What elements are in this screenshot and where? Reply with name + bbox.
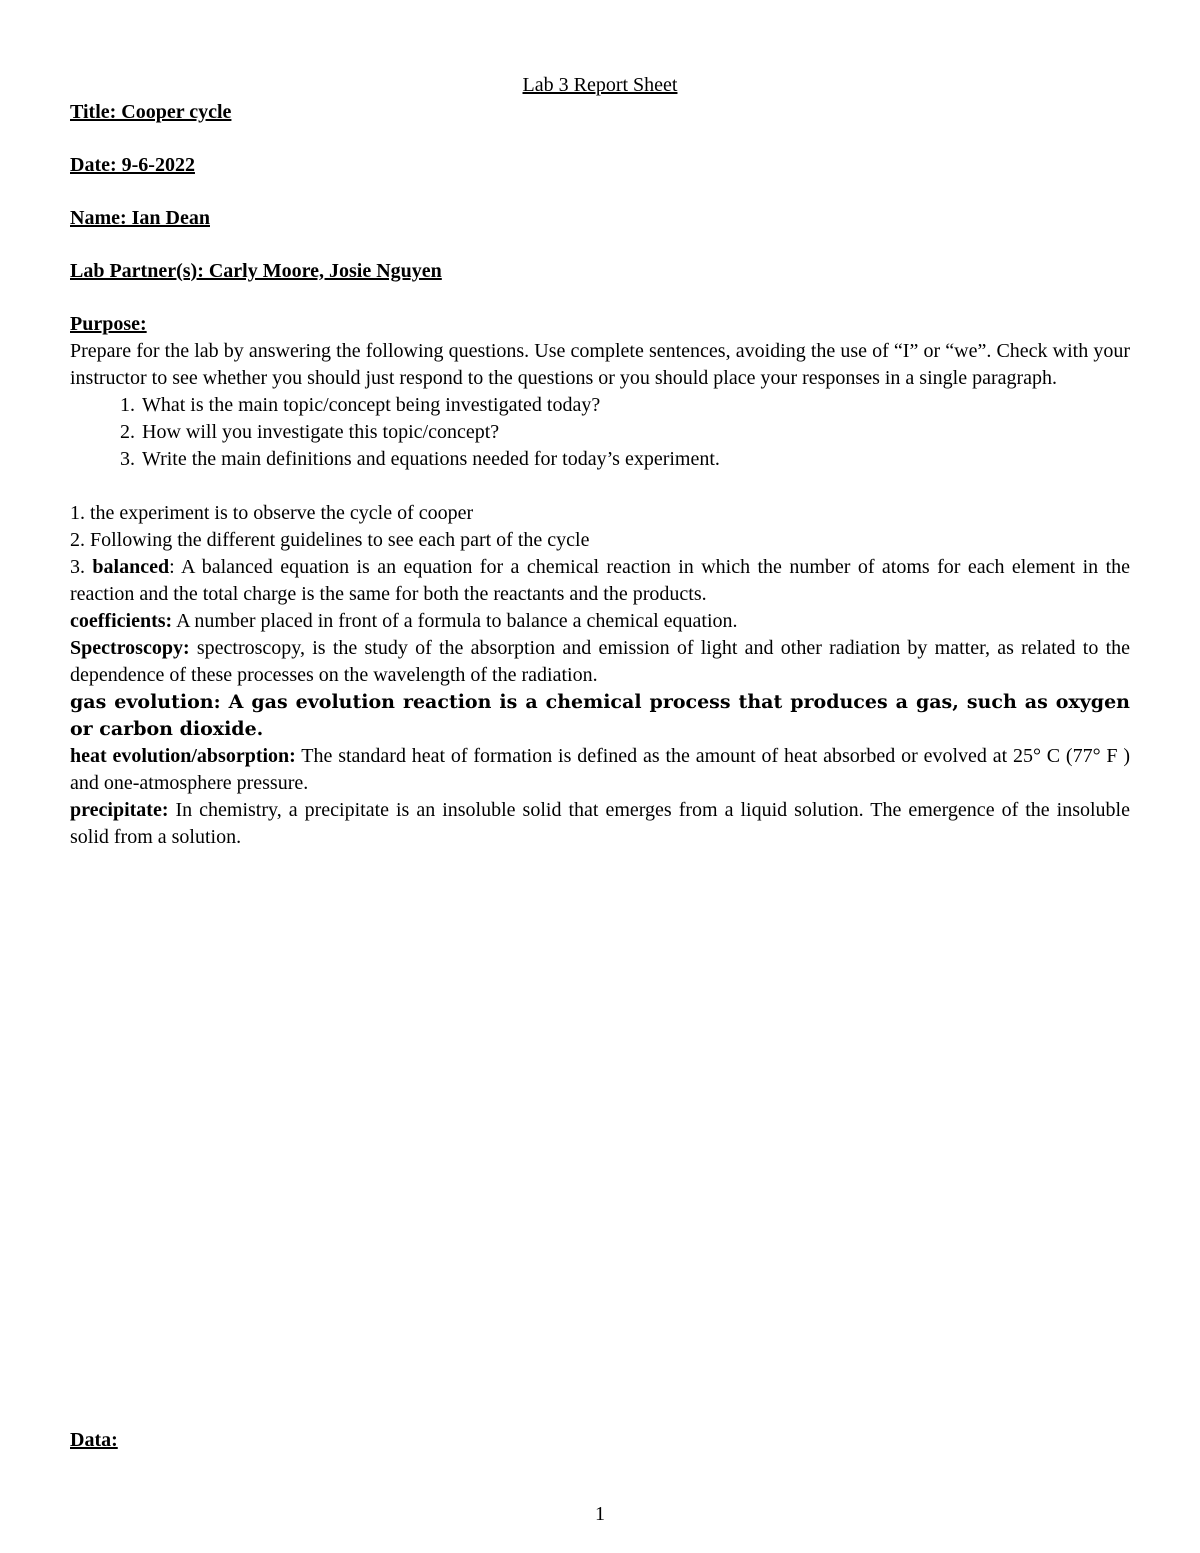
purpose-question: 2. How will you investigate this topic/concept? [140,419,1130,446]
coefficients-term: coefficients: [70,610,173,632]
data-heading: Data: [70,1429,118,1451]
purpose-question-list [70,392,1130,473]
balanced-definition: : A balanced equation is an equation for a chemical reaction in which the number of atoms for each element in the reaction and the total charge is the same for both the reactants and the products. [70,556,1130,605]
spectroscopy-definition: spectroscopy, is the study of the absorption and emission of light and other radiation by matter, as related to the dependence of these processes on the wavelength of the radiation. [70,637,1130,686]
answer-2: 2. Following the different guidelines to see each part of the cycle [70,529,590,551]
gas-evolution-entry: gas evolution: A gas evolution reaction is a chemical process that produces a gas, such as oxygen or carbon dioxide. [70,691,1130,740]
coefficients-definition: A number placed in front of a formula to balance a chemical equation. [172,610,738,632]
heat-term: heat evolution/absorption: [70,745,296,767]
heat-evolution-entry [70,743,1130,797]
date-field: Date: 9-6-2022 [70,154,195,176]
purpose-intro: Prepare for the lab by answering the following questions. Use complete sentences, avoiding the use of “I” or “we”. Check with your instructor to see whether you should just respond to the questions or you should place your responses in a single paragraph. [70,340,1130,389]
name-field: Name: Ian Dean [70,207,210,229]
balanced-term: balanced [92,556,170,578]
precipitate-term: precipitate: [70,799,169,821]
coefficients-entry [70,608,1130,635]
precipitate-entry [70,797,1130,851]
title-field: Title: Cooper cycle [70,101,232,123]
answer-3-balanced [70,554,1130,608]
lab-partners-field: Lab Partner(s): Carly Moore, Josie Nguyen [70,260,442,282]
heat-definition: The standard heat of formation is defined as the amount of heat absorbed or evolved at 25° C (77° F ) and one-atmosphere pressure. [70,745,1130,794]
report-page [70,72,1130,851]
answer-3-prefix: 3. [70,556,93,578]
purpose-question: 1. What is the main topic/concept being investigated today? [140,392,1130,419]
purpose-question: 3. Write the main definitions and equations needed for today’s experiment. [140,446,1130,473]
spectroscopy-entry [70,635,1130,689]
page-number: 1 [595,1503,605,1525]
purpose-heading: Purpose: [70,313,147,335]
page-title: Lab 3 Report Sheet [522,74,678,96]
spectroscopy-term: Spectroscopy: [70,637,190,659]
precipitate-definition: In chemistry, a precipitate is an insoluble solid that emerges from a liquid solution. The emergence of the insoluble solid from a solution. [70,799,1130,848]
answer-1: 1. the experiment is to observe the cycle of cooper [70,502,474,524]
